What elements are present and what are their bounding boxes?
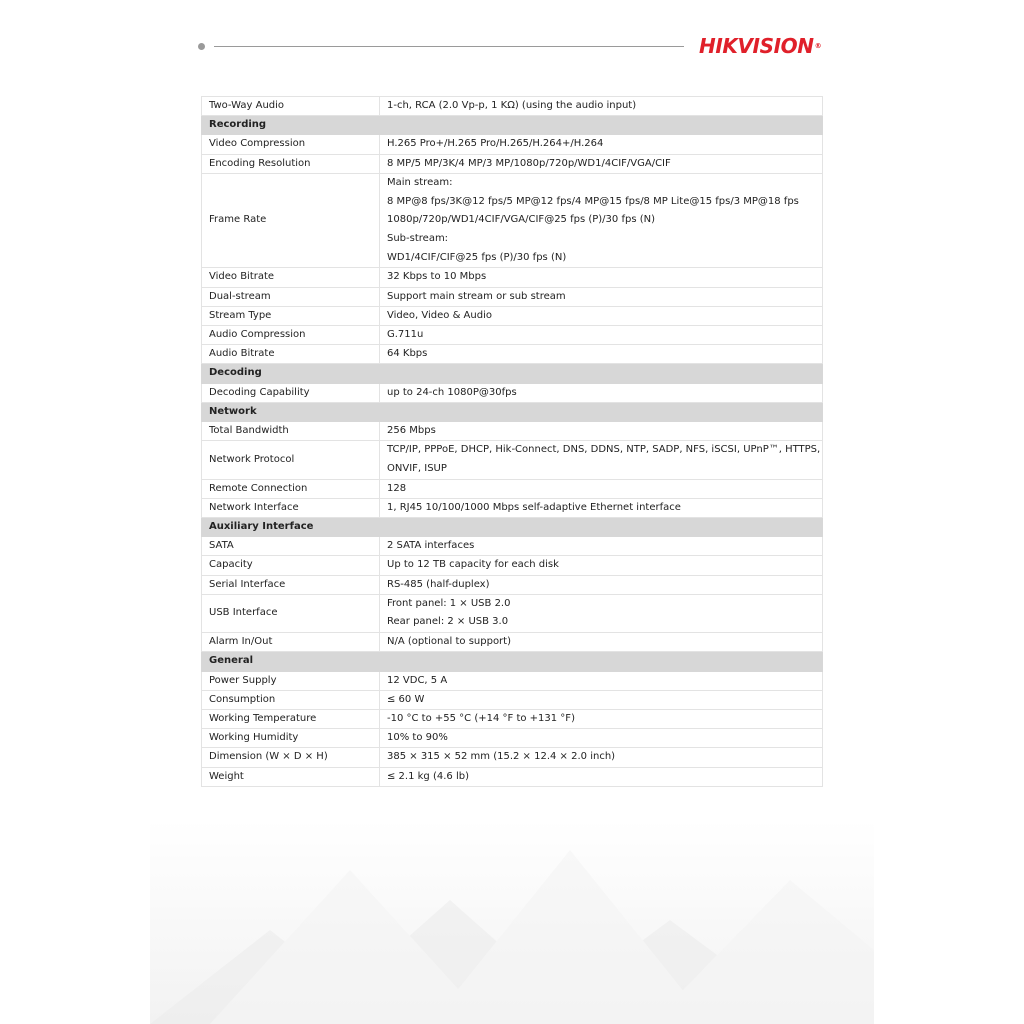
- spec-label: Power Supply: [202, 671, 380, 690]
- spec-row: [202, 287, 823, 306]
- spec-label: Frame Rate: [202, 173, 380, 268]
- spec-row: [202, 671, 823, 690]
- spec-label: Audio Compression: [202, 325, 380, 344]
- spec-value: [380, 268, 823, 287]
- spec-label: Dimension (W × D × H): [202, 748, 380, 767]
- section-header-row: [202, 364, 823, 383]
- section-header-row: [202, 652, 823, 671]
- spec-value-line: Sub-stream:: [387, 232, 449, 244]
- spec-value: [380, 345, 823, 364]
- spec-value: [380, 575, 823, 594]
- section-header-row: [202, 402, 823, 421]
- spec-row: [202, 441, 823, 479]
- spec-row: [202, 325, 823, 344]
- spec-label: Working Temperature: [202, 710, 380, 729]
- spec-value-line: 32 Kbps to 10 Mbps: [387, 271, 487, 283]
- spec-row: [202, 633, 823, 652]
- spec-value: [380, 748, 823, 767]
- spec-value-line: Support main stream or sub stream: [387, 290, 566, 302]
- spec-table: [201, 96, 823, 787]
- spec-label: Working Humidity: [202, 729, 380, 748]
- section-title: Auxiliary Interface: [202, 517, 823, 536]
- spec-label: SATA: [202, 537, 380, 556]
- spec-value-line: Main stream:: [387, 176, 453, 188]
- spec-value: [380, 767, 823, 786]
- spec-row: [202, 710, 823, 729]
- spec-value: [380, 556, 823, 575]
- spec-row: [202, 345, 823, 364]
- spec-row: [202, 306, 823, 325]
- spec-value-line: RS-485 (half-duplex): [387, 578, 490, 590]
- spec-label: Dual-stream: [202, 287, 380, 306]
- spec-value-line: ≤ 2.1 kg (4.6 lb): [387, 770, 469, 782]
- spec-label: Network Protocol: [202, 441, 380, 479]
- spec-value-line: 10% to 90%: [387, 732, 448, 744]
- spec-value: [380, 710, 823, 729]
- spec-value: [380, 383, 823, 402]
- spec-value-line: up to 24-ch 1080P@30fps: [387, 386, 517, 398]
- spec-label: Two-Way Audio: [202, 97, 380, 116]
- spec-label: Audio Bitrate: [202, 345, 380, 364]
- spec-value-line: Up to 12 TB capacity for each disk: [387, 559, 559, 571]
- spec-label: Video Compression: [202, 135, 380, 154]
- spec-value-line: 385 × 315 × 52 mm (15.2 × 12.4 × 2.0 inch): [387, 751, 616, 763]
- spec-label: Encoding Resolution: [202, 154, 380, 173]
- spec-value: [380, 287, 823, 306]
- spec-value: [380, 421, 823, 440]
- spec-value-line: 2 SATA interfaces: [387, 540, 475, 552]
- logo-text: HIKVISION: [699, 34, 814, 58]
- spec-value-line: TCP/IP, PPPoE, DHCP, Hik-Connect, DNS, DDNS, NTP, SADP, NFS, iSCSI, UPnP™, HTTPS,: [387, 444, 821, 456]
- spec-value-line: 1, RJ45 10/100/1000 Mbps self-adaptive Ethernet interface: [387, 501, 681, 513]
- spec-value-line: -10 °C to +55 °C (+14 °F to +131 °F): [387, 713, 575, 724]
- spec-row: [202, 537, 823, 556]
- spec-value-line: Rear panel: 2 × USB 3.0: [387, 616, 509, 628]
- spec-row: [202, 748, 823, 767]
- section-title: Recording: [202, 116, 823, 135]
- spec-row: [202, 479, 823, 498]
- spec-label: Weight: [202, 767, 380, 786]
- spec-value-line: H.265 Pro+/H.265 Pro/H.265/H.264+/H.264: [387, 138, 604, 150]
- section-header-row: [202, 116, 823, 135]
- spec-value: [380, 690, 823, 709]
- spec-value-line: 12 VDC, 5 A: [387, 674, 448, 686]
- spec-value: [380, 306, 823, 325]
- spec-table-body: [202, 97, 823, 787]
- spec-label: Serial Interface: [202, 575, 380, 594]
- spec-row: [202, 421, 823, 440]
- spec-row: [202, 498, 823, 517]
- header-rule: [214, 46, 684, 47]
- spec-row: [202, 729, 823, 748]
- spec-value-line: ≤ 60 W: [387, 693, 425, 705]
- spec-label: Capacity: [202, 556, 380, 575]
- spec-row: [202, 767, 823, 786]
- spec-value: [380, 97, 823, 116]
- spec-value-line: 8 MP/5 MP/3K/4 MP/3 MP/1080p/720p/WD1/4CIF/VGA/CIF: [387, 157, 671, 169]
- spec-label: Total Bandwidth: [202, 421, 380, 440]
- section-title: Network: [202, 402, 823, 421]
- spec-label: Consumption: [202, 690, 380, 709]
- spec-value-line: G.711u: [387, 328, 424, 340]
- spec-value: [380, 441, 823, 479]
- section-title: Decoding: [202, 364, 823, 383]
- spec-label: Remote Connection: [202, 479, 380, 498]
- spec-row: [202, 575, 823, 594]
- spec-value: [380, 173, 823, 268]
- spec-row: [202, 556, 823, 575]
- section-header-row: [202, 517, 823, 536]
- spec-row: [202, 154, 823, 173]
- spec-value: [380, 325, 823, 344]
- spec-row: [202, 690, 823, 709]
- spec-value-line: ONVIF, ISUP: [387, 462, 447, 474]
- section-title: General: [202, 652, 823, 671]
- spec-value: [380, 633, 823, 652]
- spec-value-line: 64 Kbps: [387, 348, 428, 360]
- hikvision-logo: [699, 34, 821, 58]
- spec-row: [202, 135, 823, 154]
- spec-value: [380, 671, 823, 690]
- spec-label: Stream Type: [202, 306, 380, 325]
- spec-value-line: WD1/4CIF/CIF@25 fps (P)/30 fps (N): [387, 251, 567, 263]
- spec-value-line: 256 Mbps: [387, 424, 436, 436]
- spec-row: [202, 97, 823, 116]
- spec-row: [202, 383, 823, 402]
- logo-registered-mark: ®: [814, 42, 822, 50]
- spec-value: [380, 537, 823, 556]
- spec-label: Video Bitrate: [202, 268, 380, 287]
- spec-label: Decoding Capability: [202, 383, 380, 402]
- spec-value-line: N/A (optional to support): [387, 636, 511, 648]
- spec-value-line: Front panel: 1 × USB 2.0: [387, 597, 511, 609]
- spec-label: Network Interface: [202, 498, 380, 517]
- spec-label: USB Interface: [202, 594, 380, 632]
- spec-value-line: 1080p/720p/WD1/4CIF/VGA/CIF@25 fps (P)/30 fps (N): [387, 214, 655, 226]
- spec-row: [202, 268, 823, 287]
- spec-value: [380, 154, 823, 173]
- spec-label: Alarm In/Out: [202, 633, 380, 652]
- spec-value-line: 128: [387, 482, 407, 494]
- spec-value: [380, 594, 823, 632]
- spec-value: [380, 498, 823, 517]
- spec-value-line: 1-ch, RCA (2.0 Vp-p, 1 KΩ) (using the audio input): [387, 100, 637, 111]
- spec-value: [380, 729, 823, 748]
- spec-value: [380, 479, 823, 498]
- spec-value-line: 8 MP@8 fps/3K@12 fps/5 MP@12 fps/4 MP@15 fps/8 MP Lite@15 fps/3 MP@18 fps: [387, 195, 799, 207]
- spec-row: [202, 594, 823, 632]
- spec-row: [202, 173, 823, 268]
- header-dot: [198, 43, 205, 50]
- spec-value-line: Video, Video & Audio: [387, 309, 492, 321]
- spec-value: [380, 135, 823, 154]
